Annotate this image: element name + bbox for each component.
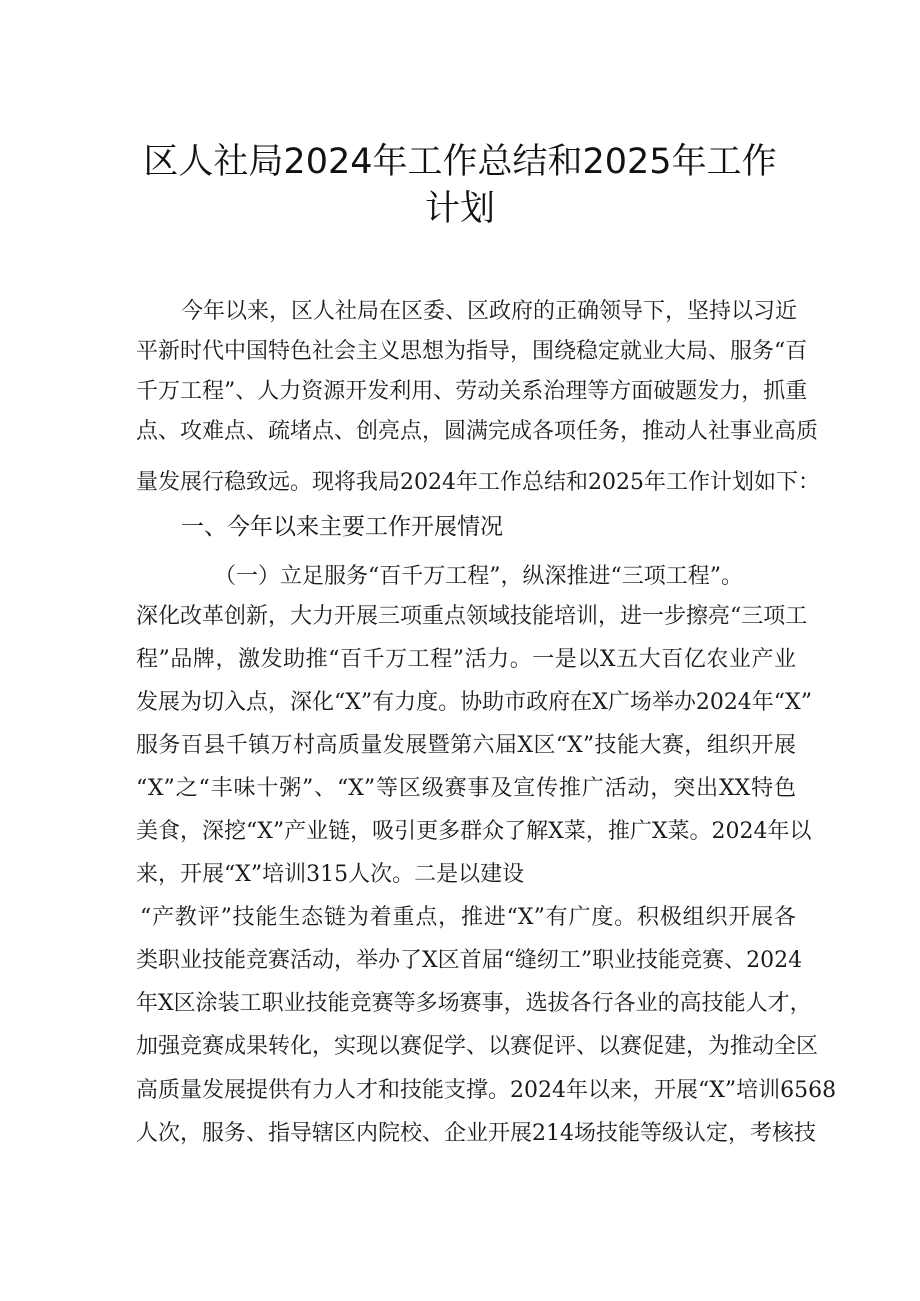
subsection-line-5: 服务百县千镇万村高质量发展暨第六届X区“X”技能大赛，组织开展 — [136, 733, 796, 758]
intro-line-5: 量发展行稳致远。现将我局2024年工作总结和2025年工作计划如下： — [136, 470, 820, 495]
continuation-line-1: “产教评”技能生态链为着重点，推进“X”有广度。积极组织开展各 — [140, 905, 796, 930]
continuation-line-3: 年X区涂装工职业技能竞赛等多场赛事，选拔各行各业的高技能人才， — [136, 991, 812, 1016]
subsection-line-6: “X”之“丰味十粥”、“X”等区级赛事及宣传推广活动，突出XX特色 — [136, 776, 796, 801]
subsection-line-7: 美食，深挖“X”产业链，吸引更多群众了解X菜，推广X菜。2024年以 — [136, 819, 812, 844]
subsection-line-2: 深化改革创新，大力开展三项重点领域技能培训，进一步擦亮“三项工 — [136, 604, 808, 629]
subsection-line-4: 发展为切入点，深化“X”有力度。协助市政府在X广场举办2024年“X” — [136, 690, 812, 715]
section-heading: 一、今年以来主要工作开展情况 — [181, 514, 503, 540]
intro-line-4: 点、攻难点、疏堵点、创亮点，圆满完成各项任务，推动人社事业高质 — [136, 419, 819, 444]
intro-line-2: 平新时代中国特色社会主义思想为指导，围绕稳定就业大局、服务“百 — [136, 339, 808, 364]
continuation-line-2: 类职业技能竞赛活动，举办了X区首届“缝纫工”职业技能竞赛、2024 — [136, 948, 803, 973]
continuation-line-6: 人次，服务、指导辖区内院校、企业开展214场技能等级认定，考核技 — [136, 1121, 816, 1146]
subsection-line-8: 来，开展“X”培训315人次。二是以建设 — [136, 862, 525, 887]
continuation-line-5: 高质量发展提供有力人才和技能支撑。2024年以来，开展“X”培训6568 — [136, 1078, 837, 1103]
subsection-line-3: 程”品牌，激发助推“百千万工程”活力。一是以X五大百亿农业产业 — [136, 647, 796, 672]
document-title-line-2: 计划 — [424, 189, 495, 229]
continuation-line-4: 加强竞赛成果转化，实现以赛促学、以赛促评、以赛促建，为推动全区 — [136, 1034, 819, 1059]
intro-line-1: 今年以来，区人社局在区委、区政府的正确领导下，坚持以习近 — [181, 299, 798, 324]
intro-line-3: 千万工程”、人力资源开发利用、劳动关系治理等方面破题发力，抓重 — [136, 379, 808, 404]
subsection-line-1: （一）立足服务“百千万工程”，纵深推进“三项工程”。 — [214, 564, 743, 589]
document-title-line-1: 区人社局2024年工作总结和2025年工作 — [143, 142, 777, 182]
